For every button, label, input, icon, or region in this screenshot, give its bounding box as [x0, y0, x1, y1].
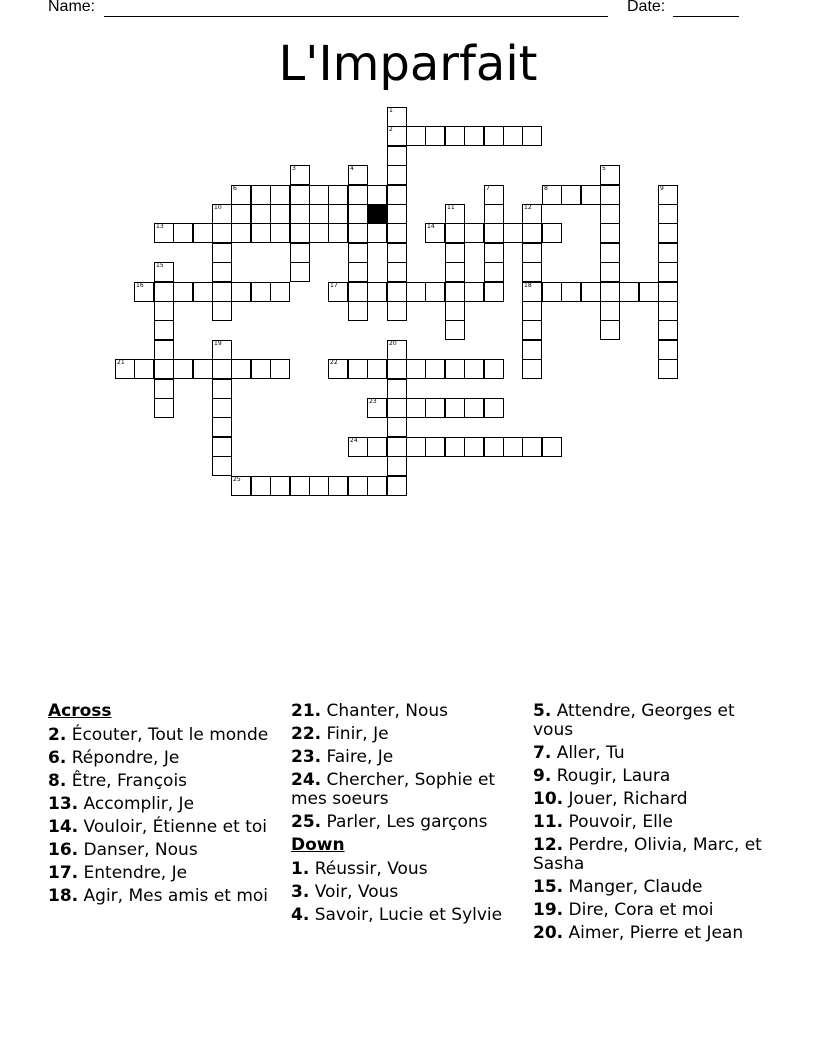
grid-cell[interactable]: [251, 223, 271, 243]
grid-cell[interactable]: [387, 204, 407, 224]
clue-item: [48, 887, 280, 906]
grid-cell[interactable]: [387, 456, 407, 476]
grid-cell[interactable]: [193, 223, 213, 243]
clue-text: Parler, Les garçons: [326, 812, 488, 832]
grid-cell[interactable]: [639, 282, 659, 302]
grid-cell[interactable]: [658, 359, 678, 379]
clue-number: 2: [389, 126, 393, 133]
grid-cell[interactable]: [484, 126, 504, 146]
grid-cell[interactable]: [600, 301, 620, 321]
clue-number: 23.: [291, 747, 322, 767]
clue-number: 20.: [533, 923, 564, 943]
clue-item: [291, 748, 523, 767]
clue-item: [291, 813, 523, 832]
grid-cell[interactable]: [387, 417, 407, 437]
grid-cell[interactable]: [484, 185, 504, 205]
grid-cell[interactable]: [367, 282, 387, 302]
grid-cell[interactable]: [251, 185, 271, 205]
grid-cell[interactable]: [212, 262, 232, 282]
grid-cell[interactable]: [522, 437, 542, 457]
clue-item: [533, 744, 765, 763]
clue-text: Chercher, Sophie et mes soeurs: [291, 770, 496, 809]
grid-cell[interactable]: [328, 223, 348, 243]
grid-cell[interactable]: [522, 301, 542, 321]
grid-cell[interactable]: [290, 243, 310, 263]
grid-cell[interactable]: [387, 379, 407, 399]
clue-number: 6.: [48, 748, 67, 768]
grid-cell[interactable]: [367, 223, 387, 243]
grid-cell[interactable]: [367, 437, 387, 457]
clue-number: 7: [486, 185, 490, 192]
grid-cell[interactable]: [600, 243, 620, 263]
grid-cell[interactable]: [231, 359, 251, 379]
clue-text: Faire, Je: [326, 747, 394, 767]
clue-item: [48, 818, 280, 837]
clue-number: 23: [369, 398, 377, 405]
grid-cell[interactable]: [134, 282, 154, 302]
grid-cell[interactable]: [425, 437, 445, 457]
date-label: Date:: [627, 0, 666, 15]
grid-cell[interactable]: [658, 262, 678, 282]
grid-cell[interactable]: [387, 223, 407, 243]
grid-cell[interactable]: [503, 126, 523, 146]
clue-text: Finir, Je: [326, 724, 389, 744]
grid-cell[interactable]: [445, 243, 465, 263]
grid-cell[interactable]: [134, 359, 154, 379]
clue-number: 22.: [291, 724, 322, 744]
grid-cell[interactable]: [503, 437, 523, 457]
grid-cell[interactable]: [270, 185, 290, 205]
grid-cell[interactable]: [387, 282, 407, 302]
name-label: Name:: [48, 0, 96, 15]
grid-cell[interactable]: [658, 204, 678, 224]
clue-number: 15: [156, 262, 164, 269]
clue-number: 9.: [533, 766, 552, 786]
clue-item: [291, 771, 523, 809]
clue-text: Chanter, Nous: [326, 701, 449, 721]
clue-item: [291, 883, 523, 902]
clue-item: [291, 702, 523, 721]
grid-cell[interactable]: [619, 282, 639, 302]
clue-text: Perdre, Olivia, Marc, et Sasha: [533, 835, 762, 874]
grid-cell[interactable]: [445, 398, 465, 418]
grid-cell[interactable]: [425, 282, 445, 302]
grid-cell[interactable]: [600, 262, 620, 282]
grid-cell[interactable]: [387, 262, 407, 282]
grid-cell[interactable]: [231, 185, 251, 205]
grid-cell[interactable]: [309, 223, 329, 243]
grid-cell[interactable]: [425, 223, 445, 243]
grid-cell[interactable]: [600, 204, 620, 224]
clue-item: [533, 790, 765, 809]
grid-cell[interactable]: [231, 476, 251, 496]
clue-item: [48, 864, 280, 883]
clue-number: 7.: [533, 743, 552, 763]
grid-cell[interactable]: [251, 359, 271, 379]
clue-number: 17: [330, 282, 338, 289]
date-line[interactable]: [673, 16, 739, 17]
clues-column-3: [533, 702, 765, 947]
grid-cell[interactable]: [387, 126, 407, 146]
grid-cell[interactable]: [600, 185, 620, 205]
grid-cell-black: [367, 204, 387, 224]
grid-cell[interactable]: [348, 437, 368, 457]
clue-number: 25: [233, 476, 241, 483]
clue-number: 25.: [291, 812, 322, 832]
grid-cell[interactable]: [212, 359, 232, 379]
clue-section-heading: Across: [48, 701, 112, 721]
grid-cell[interactable]: [658, 301, 678, 321]
grid-cell[interactable]: [270, 282, 290, 302]
clue-section-heading: Down: [291, 835, 345, 855]
grid-cell[interactable]: [348, 301, 368, 321]
grid-cell[interactable]: [658, 185, 678, 205]
grid-cell[interactable]: [387, 301, 407, 321]
clue-text: Jouer, Richard: [568, 789, 688, 809]
clue-number: 16: [136, 282, 144, 289]
grid-cell[interactable]: [522, 282, 542, 302]
clue-item: [48, 726, 280, 745]
grid-cell[interactable]: [212, 379, 232, 399]
grid-cell[interactable]: [445, 320, 465, 340]
clue-text: Entendre, Je: [83, 863, 188, 883]
grid-cell[interactable]: [309, 204, 329, 224]
grid-cell[interactable]: [154, 320, 174, 340]
grid-cell[interactable]: [522, 223, 542, 243]
clue-number: 4: [350, 165, 354, 172]
grid-cell[interactable]: [522, 359, 542, 379]
grid-cell[interactable]: [328, 282, 348, 302]
grid-cell[interactable]: [154, 340, 174, 360]
grid-cell[interactable]: [270, 204, 290, 224]
grid-cell[interactable]: [581, 185, 601, 205]
grid-cell[interactable]: [251, 476, 271, 496]
grid-cell[interactable]: [561, 185, 581, 205]
clue-number: 11.: [533, 812, 564, 832]
clue-text: Écouter, Tout le monde: [71, 725, 269, 745]
grid-cell[interactable]: [581, 282, 601, 302]
grid-cell[interactable]: [542, 437, 562, 457]
clue-item: [533, 767, 765, 786]
grid-cell[interactable]: [464, 223, 484, 243]
clue-number: 1.: [291, 859, 310, 879]
grid-cell[interactable]: [464, 359, 484, 379]
grid-cell[interactable]: [231, 204, 251, 224]
clue-item: [533, 901, 765, 920]
grid-cell[interactable]: [387, 340, 407, 360]
grid-cell[interactable]: [425, 359, 445, 379]
grid-cell[interactable]: [212, 223, 232, 243]
clue-text: Dire, Cora et moi: [568, 900, 714, 920]
grid-cell[interactable]: [542, 185, 562, 205]
grid-cell[interactable]: [309, 476, 329, 496]
grid-cell[interactable]: [154, 301, 174, 321]
clue-text: Être, François: [71, 771, 188, 791]
grid-cell[interactable]: [484, 398, 504, 418]
clue-text: Danser, Nous: [83, 840, 198, 860]
clue-number: 3.: [291, 882, 310, 902]
clue-number: 11: [447, 204, 455, 211]
grid-cell[interactable]: [425, 398, 445, 418]
grid-cell[interactable]: [464, 398, 484, 418]
grid-cell[interactable]: [600, 320, 620, 340]
grid-cell[interactable]: [484, 282, 504, 302]
clue-item: [48, 841, 280, 860]
grid-cell[interactable]: [309, 185, 329, 205]
grid-cell[interactable]: [406, 126, 426, 146]
clue-text: Vouloir, Étienne et toi: [83, 817, 267, 837]
clue-text: Agir, Mes amis et moi: [83, 886, 269, 906]
grid-cell[interactable]: [445, 223, 465, 243]
grid-cell[interactable]: [212, 204, 232, 224]
clue-item: [48, 749, 280, 768]
grid-cell[interactable]: [348, 165, 368, 185]
grid-cell[interactable]: [600, 282, 620, 302]
grid-cell[interactable]: [387, 476, 407, 496]
grid-cell[interactable]: [212, 340, 232, 360]
grid-cell[interactable]: [522, 126, 542, 146]
grid-cell[interactable]: [231, 223, 251, 243]
grid-cell[interactable]: [251, 282, 271, 302]
worksheet-header: [0, 0, 816, 20]
clue-number: 4.: [291, 905, 310, 925]
grid-cell[interactable]: [464, 126, 484, 146]
clue-number: 6: [233, 185, 237, 192]
clue-number: 10: [214, 204, 222, 211]
grid-cell[interactable]: [193, 359, 213, 379]
grid-cell[interactable]: [484, 204, 504, 224]
grid-cell[interactable]: [406, 437, 426, 457]
clue-item: [533, 836, 765, 874]
grid-cell[interactable]: [387, 359, 407, 379]
clue-text: Aimer, Pierre et Jean: [568, 923, 744, 943]
clue-text: Réussir, Vous: [314, 859, 428, 879]
clue-number: 19: [214, 340, 222, 347]
grid-cell[interactable]: [173, 282, 193, 302]
grid-cell[interactable]: [387, 398, 407, 418]
clue-text: Savoir, Lucie et Sylvie: [314, 905, 503, 925]
grid-cell[interactable]: [445, 126, 465, 146]
grid-cell[interactable]: [484, 359, 504, 379]
grid-cell[interactable]: [464, 282, 484, 302]
clue-number: 19.: [533, 900, 564, 920]
grid-cell[interactable]: [290, 262, 310, 282]
grid-cell[interactable]: [387, 146, 407, 166]
clue-number: 20: [389, 340, 397, 347]
clue-number: 12: [524, 204, 532, 211]
grid-cell[interactable]: [600, 223, 620, 243]
clue-number: 1: [389, 107, 393, 114]
grid-cell[interactable]: [445, 359, 465, 379]
grid-cell[interactable]: [658, 243, 678, 263]
clue-text: Voir, Vous: [314, 882, 399, 902]
clue-number: 21.: [291, 701, 322, 721]
grid-cell[interactable]: [348, 359, 368, 379]
grid-cell[interactable]: [522, 204, 542, 224]
grid-cell[interactable]: [542, 282, 562, 302]
grid-cell[interactable]: [348, 223, 368, 243]
grid-cell[interactable]: [231, 282, 251, 302]
grid-cell[interactable]: [367, 359, 387, 379]
clue-item: [291, 860, 523, 879]
grid-cell[interactable]: [270, 476, 290, 496]
grid-cell[interactable]: [445, 262, 465, 282]
grid-cell[interactable]: [503, 223, 523, 243]
grid-cell[interactable]: [445, 204, 465, 224]
clues-column-1: [48, 702, 280, 910]
grid-cell[interactable]: [387, 185, 407, 205]
grid-cell[interactable]: [212, 437, 232, 457]
grid-cell[interactable]: [212, 417, 232, 437]
grid-cell[interactable]: [348, 243, 368, 263]
grid-cell[interactable]: [328, 476, 348, 496]
clue-number: 5.: [533, 701, 552, 721]
grid-cell[interactable]: [445, 301, 465, 321]
clue-text: Répondre, Je: [71, 748, 180, 768]
clue-number: 10.: [533, 789, 564, 809]
grid-cell[interactable]: [154, 282, 174, 302]
clues-column-2: [291, 702, 523, 929]
grid-cell[interactable]: [290, 185, 310, 205]
grid-cell[interactable]: [484, 243, 504, 263]
grid-cell[interactable]: [387, 243, 407, 263]
grid-cell[interactable]: [561, 282, 581, 302]
grid-cell[interactable]: [367, 185, 387, 205]
clue-number: 16.: [48, 840, 79, 860]
clue-number: 18: [524, 282, 532, 289]
clue-text: Attendre, Georges et vous: [533, 701, 735, 740]
grid-cell[interactable]: [270, 359, 290, 379]
grid-cell[interactable]: [290, 223, 310, 243]
grid-cell[interactable]: [387, 165, 407, 185]
clue-text: Aller, Tu: [556, 743, 625, 763]
clue-text: Pouvoir, Elle: [568, 812, 673, 832]
clue-item: [48, 795, 280, 814]
grid-cell[interactable]: [154, 262, 174, 282]
clue-item: [533, 924, 765, 943]
clue-number: 14: [427, 223, 435, 230]
grid-cell[interactable]: [658, 340, 678, 360]
grid-cell[interactable]: [658, 282, 678, 302]
grid-cell[interactable]: [387, 437, 407, 457]
clue-item: [291, 725, 523, 744]
clue-number: 14.: [48, 817, 79, 837]
grid-cell[interactable]: [328, 204, 348, 224]
grid-cell[interactable]: [542, 223, 562, 243]
name-line[interactable]: [104, 16, 608, 17]
clue-number: 15.: [533, 877, 564, 897]
grid-cell[interactable]: [212, 398, 232, 418]
grid-cell[interactable]: [212, 301, 232, 321]
grid-cell[interactable]: [154, 223, 174, 243]
grid-cell[interactable]: [193, 282, 213, 302]
grid-cell[interactable]: [600, 165, 620, 185]
clue-number: 24: [350, 437, 358, 444]
grid-cell[interactable]: [348, 282, 368, 302]
grid-cell[interactable]: [251, 204, 271, 224]
grid-cell[interactable]: [367, 398, 387, 418]
grid-cell[interactable]: [367, 476, 387, 496]
clue-number: 5: [602, 165, 606, 172]
grid-cell[interactable]: [522, 262, 542, 282]
clue-item: [533, 878, 765, 897]
clue-number: 12.: [533, 835, 564, 855]
clue-text: Accomplir, Je: [83, 794, 195, 814]
grid-cell[interactable]: [348, 262, 368, 282]
grid-cell[interactable]: [484, 223, 504, 243]
grid-cell[interactable]: [270, 223, 290, 243]
grid-cell[interactable]: [522, 320, 542, 340]
grid-cell[interactable]: [154, 398, 174, 418]
grid-cell[interactable]: [348, 185, 368, 205]
clue-item: [533, 702, 765, 740]
grid-cell[interactable]: [406, 359, 426, 379]
grid-cell[interactable]: [464, 437, 484, 457]
grid-cell[interactable]: [212, 243, 232, 263]
grid-cell[interactable]: [212, 456, 232, 476]
clue-number: 17.: [48, 863, 79, 883]
grid-cell[interactable]: [484, 262, 504, 282]
clue-number: 13.: [48, 794, 79, 814]
grid-cell[interactable]: [387, 107, 407, 127]
clue-number: 2.: [48, 725, 67, 745]
clue-number: 18.: [48, 886, 79, 906]
grid-cell[interactable]: [290, 165, 310, 185]
grid-cell[interactable]: [522, 340, 542, 360]
clue-number: 8: [544, 185, 548, 192]
clue-item: [48, 772, 280, 791]
clue-number: 24.: [291, 770, 322, 790]
grid-cell[interactable]: [348, 476, 368, 496]
clue-number: 8.: [48, 771, 67, 791]
grid-cell[interactable]: [445, 437, 465, 457]
grid-cell[interactable]: [522, 243, 542, 263]
grid-cell[interactable]: [154, 359, 174, 379]
grid-cell[interactable]: [290, 476, 310, 496]
grid-cell[interactable]: [348, 204, 368, 224]
grid-cell[interactable]: [115, 359, 135, 379]
page-title: L'Imparfait: [278, 36, 538, 92]
grid-cell[interactable]: [406, 398, 426, 418]
grid-cell[interactable]: [425, 126, 445, 146]
grid-cell[interactable]: [658, 320, 678, 340]
grid-cell[interactable]: [290, 204, 310, 224]
clue-number: 22: [330, 359, 338, 366]
grid-cell[interactable]: [445, 282, 465, 302]
clue-number: 13: [156, 223, 164, 230]
clue-number: 21: [117, 359, 125, 366]
grid-cell[interactable]: [328, 185, 348, 205]
grid-cell[interactable]: [173, 223, 193, 243]
clue-item: [291, 906, 523, 925]
clue-number: 3: [292, 165, 296, 172]
clue-number: 9: [660, 185, 664, 192]
grid-cell[interactable]: [406, 282, 426, 302]
grid-cell[interactable]: [658, 223, 678, 243]
grid-cell[interactable]: [154, 379, 174, 399]
grid-cell[interactable]: [173, 359, 193, 379]
clue-text: Manger, Claude: [568, 877, 703, 897]
grid-cell[interactable]: [328, 359, 348, 379]
grid-cell[interactable]: [212, 282, 232, 302]
grid-cell[interactable]: [484, 437, 504, 457]
clue-item: [533, 813, 765, 832]
clue-text: Rougir, Laura: [556, 766, 671, 786]
